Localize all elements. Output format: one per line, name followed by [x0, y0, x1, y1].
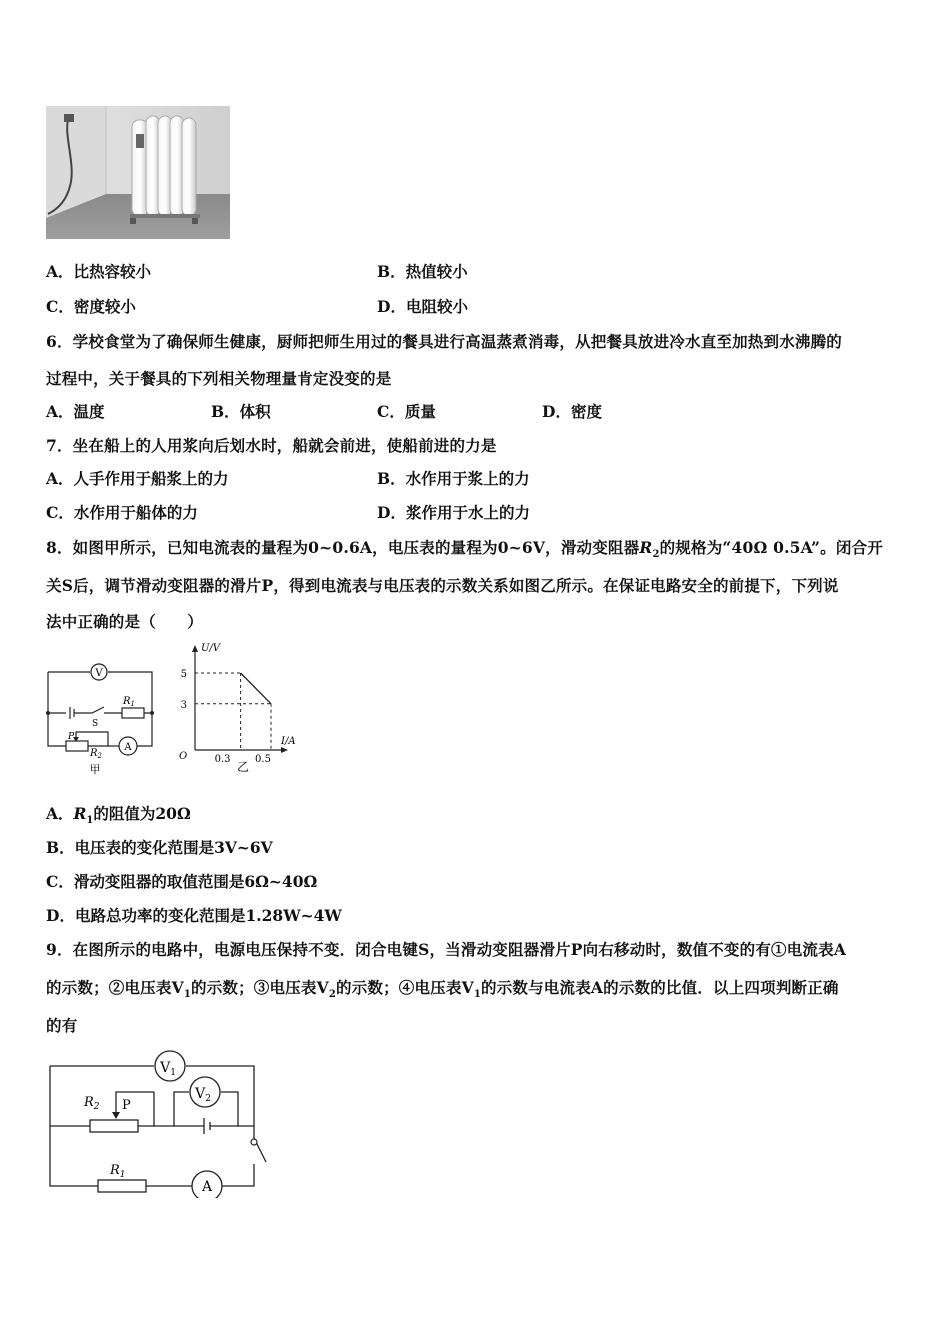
q8-stem-line3: 法中正确的是（ ）: [46, 612, 204, 631]
q6-option-a[interactable]: A．温度: [46, 402, 105, 421]
q8-fig-yi-caption: 乙: [236, 760, 250, 774]
q9-v1-label: $V_1$: [160, 1060, 176, 1078]
q6-stem-line1: 6．学校食堂为了确保师生健康，厨师把师生用过的餐具进行高温蒸煮消毒，从把餐具放进冷水直至加热到水沸腾的: [46, 332, 842, 351]
q7-option-a[interactable]: A．人手作用于船浆上的力: [46, 469, 229, 488]
q8-graph-xtick-0.3: 0.3: [214, 754, 231, 765]
q8-r2-label: $R_2$: [90, 748, 102, 760]
q9-r1-label: $R_1$: [110, 1163, 126, 1180]
q8-graph-yi: [175, 638, 305, 776]
q9-v2-label: $V_2$: [195, 1086, 211, 1104]
q6-stem-line2: 过程中，关于餐具的下列相关物理量肯定没变的是: [46, 369, 392, 388]
q6-option-b[interactable]: B．体积: [211, 402, 271, 421]
q8-graph-xlabel: I/A: [281, 736, 296, 747]
q8-option-d[interactable]: D．电路总功率的变化范围是1.28W~4W: [46, 906, 342, 925]
q6-option-c[interactable]: C．质量: [377, 402, 436, 421]
q8-option-a[interactable]: A．$R_1$的阻值为20Ω: [46, 804, 191, 827]
q9-slider-label: P: [122, 1098, 131, 1113]
q7-option-b[interactable]: B．水作用于浆上的力: [377, 469, 530, 488]
q8-stem-line1: 8．如图甲所示，已知电流表的量程为0~0.6A，电压表的量程为0~6V，滑动变阻器$R_2$的规格为“40Ω 0.5A”。闭合开: [46, 538, 883, 561]
q8-graph-series-line: [241, 673, 271, 704]
q7-option-c[interactable]: C．水作用于船体的力: [46, 503, 198, 522]
q9-r2-label: $R_2$: [84, 1095, 100, 1112]
q8-switch-label: S: [92, 719, 99, 729]
q5-option-c[interactable]: C．密度较小: [46, 297, 136, 316]
q8-option-b[interactable]: B．电压表的变化范围是3V~6V: [46, 838, 273, 857]
q8-slider-label: P: [68, 732, 75, 742]
oil-heater-photo: [46, 106, 230, 239]
q7-option-d[interactable]: D．浆作用于水上的力: [377, 503, 530, 522]
q5-option-d[interactable]: D．电阻较小: [377, 297, 468, 316]
q9-circuit: [44, 1046, 272, 1198]
q8-graph-ylabel: U/V: [201, 643, 221, 654]
q8-voltmeter-label: V: [95, 668, 103, 679]
q8-graph-xtick-0.5: 0.5: [255, 754, 271, 765]
q9-stem-line2: 的示数；②电压表$V_1$的示数；③电压表$V_2$的示数；④电压表$V_1$的示数与电流表A的示数的比值．以上四项判断正确: [46, 978, 839, 1001]
q8-circuit-jia: [40, 656, 165, 781]
q6-option-d[interactable]: D．密度: [542, 402, 602, 421]
q8-option-c[interactable]: C．滑动变阻器的取值范围是6Ω~40Ω: [46, 872, 318, 891]
q9-stem-line3: 的有: [46, 1016, 78, 1035]
q7-stem: 7．坐在船上的人用浆向后划水时，船就会前进，使船前进的力是: [46, 436, 497, 455]
q8-r1-label: $R_1$: [123, 696, 135, 708]
q9-stem-line1: 9．在图所示的电路中，电源电压保持不变．闭合电键S，当滑动变阻器滑片P向右移动时，数值不变的有①电流表A: [46, 940, 847, 959]
q8-graph-origin: O: [179, 751, 188, 762]
q8-ammeter-label: A: [124, 742, 132, 753]
q8-graph-ytick-5: 5: [180, 669, 187, 680]
q8-fig-jia-caption: 甲: [89, 763, 101, 776]
q8-stem-line2: 关S后，调节滑动变阻器的滑片P，得到电流表与电压表的示数关系如图乙所示。在保证电路安全的前提下，下列说: [46, 576, 839, 595]
q5-option-a[interactable]: A．比热容较小: [46, 262, 152, 281]
q8-graph-ytick-3: 3: [180, 699, 187, 711]
q9-ammeter-label: A: [201, 1179, 213, 1195]
q5-option-b[interactable]: B．热值较小: [377, 262, 468, 281]
